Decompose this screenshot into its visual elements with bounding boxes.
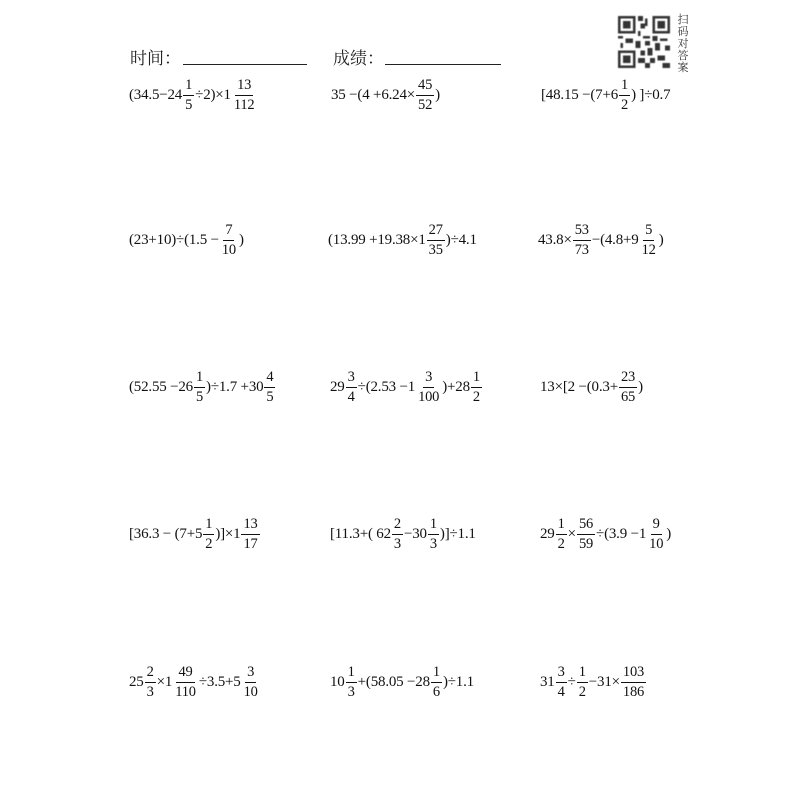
fraction-numerator: 1 (471, 370, 482, 388)
fraction-denominator: 2 (472, 388, 480, 405)
fraction-numerator: 1 (431, 665, 442, 683)
expression-text: ) (435, 86, 440, 103)
fraction-numerator: 13 (235, 78, 253, 96)
fraction-numerator: 2 (392, 517, 403, 535)
problem-5 (328, 223, 477, 257)
fraction-numerator: 1 (183, 78, 194, 96)
expression-text: 29 (540, 525, 555, 542)
fraction (647, 517, 665, 551)
fraction-numerator: 49 (176, 665, 194, 683)
fraction-denominator: 12 (641, 241, 656, 258)
problem-14 (330, 665, 474, 699)
fraction (640, 223, 658, 257)
fraction-denominator: 100 (418, 388, 440, 405)
fraction-numerator: 23 (619, 370, 637, 388)
problem-3 (541, 78, 670, 112)
fraction (346, 665, 357, 699)
fraction (556, 517, 567, 551)
expression-text: (13.99 +19.38×1 (328, 231, 426, 248)
fraction-denominator: 112 (233, 96, 255, 113)
expression-text: ) ]÷0.7 (631, 86, 671, 103)
fraction-denominator: 3 (393, 535, 401, 552)
fraction (471, 370, 482, 404)
expression-text: )÷4.1 (445, 231, 477, 248)
fraction-denominator: 6 (432, 683, 440, 700)
expression-text: (34.5−24 (129, 86, 183, 103)
fraction-numerator: 27 (427, 223, 445, 241)
expression-text: ) (238, 231, 244, 248)
fraction-numerator: 1 (619, 78, 630, 96)
fraction-numerator: 45 (416, 78, 434, 96)
expression-text: 10 (330, 673, 345, 690)
fraction-denominator: 2 (205, 535, 213, 552)
fraction-numerator: 1 (428, 517, 439, 535)
fraction-denominator: 2 (578, 683, 586, 700)
fraction-denominator: 4 (557, 683, 565, 700)
expression-text: 43.8× (538, 231, 572, 248)
fraction-numerator: 9 (651, 517, 662, 535)
expression-text: ÷(2.53 −1 (357, 378, 416, 395)
fraction (416, 370, 441, 404)
fraction-denominator: 5 (195, 388, 204, 405)
expression-text: −31× (588, 673, 620, 690)
expression-text: 13×[2 −(0.3+ (540, 378, 618, 395)
expression-text: +(58.05 −28 (357, 673, 430, 690)
fraction-numerator: 1 (556, 517, 567, 535)
expression-text: × (567, 525, 576, 542)
expression-text: −(4.8+9 (591, 231, 639, 248)
expression-text: 25 (129, 673, 144, 690)
fraction-denominator: 73 (574, 241, 589, 258)
problem-10 (129, 517, 261, 551)
fraction-denominator: 186 (622, 683, 645, 700)
fraction-denominator: 110 (175, 683, 196, 700)
problem-6 (538, 223, 664, 257)
fraction-denominator: 10 (243, 683, 258, 700)
fraction-numerator: 7 (223, 223, 234, 241)
problem-2 (331, 78, 440, 112)
fraction-denominator: 5 (266, 388, 274, 405)
fraction (427, 223, 445, 257)
problem-15 (540, 665, 647, 699)
problem-1 (129, 78, 257, 112)
expression-text: )]×1 (215, 525, 241, 542)
fraction (556, 665, 567, 699)
fraction-denominator: 17 (243, 535, 258, 552)
expression-text: ×1 (156, 673, 173, 690)
problem-11 (330, 517, 476, 551)
fraction (428, 517, 439, 551)
expression-text: [48.15 −(7+6 (541, 86, 619, 103)
fraction (431, 665, 442, 699)
fraction-numerator: 2 (145, 665, 156, 683)
fraction-denominator: 65 (620, 388, 636, 405)
expression-text: ) (666, 525, 672, 542)
fraction-numerator: 1 (346, 665, 357, 683)
fraction-numerator: 1 (194, 370, 205, 388)
fraction (577, 517, 595, 551)
fraction (194, 370, 205, 404)
problem-7 (129, 370, 276, 404)
expression-text: [36.3 − (7+5 (129, 525, 203, 542)
fraction-denominator: 52 (418, 96, 433, 113)
expression-text: (52.55 −26 (129, 378, 193, 395)
fraction-denominator: 2 (557, 535, 565, 552)
expression-text: )]÷1.1 (439, 525, 476, 542)
expression-text: )÷1.7 +30 (206, 378, 264, 395)
expression-text: )÷1.1 (442, 673, 474, 690)
fraction (577, 665, 588, 699)
fraction (242, 665, 260, 699)
fraction-numerator: 1 (203, 517, 214, 535)
fraction-numerator: 13 (241, 517, 259, 535)
expression-text: ) (638, 378, 643, 395)
problem-4 (129, 223, 244, 257)
fraction-denominator: 2 (621, 96, 629, 113)
fraction-denominator: 4 (347, 388, 355, 405)
fraction (573, 223, 591, 257)
expression-text: ÷(3.9 −1 (596, 525, 647, 542)
fraction-denominator: 10 (221, 241, 236, 258)
expression-text: ÷2)×1 (195, 86, 231, 103)
fraction-denominator: 10 (649, 535, 664, 552)
time-answer-line (183, 64, 307, 65)
fraction-numerator: 103 (621, 665, 646, 683)
score-answer-line (385, 64, 501, 65)
fraction (346, 370, 357, 404)
expression-text: ÷3.5+5 (198, 673, 241, 690)
fraction (183, 78, 194, 112)
fraction-numerator: 53 (573, 223, 591, 241)
fraction-numerator: 4 (264, 370, 275, 388)
fraction (621, 665, 646, 699)
fraction-numerator: 3 (423, 370, 434, 388)
time-label: 时间： (130, 49, 181, 69)
fraction-denominator: 35 (428, 241, 443, 258)
qr-caption: 扫 码 对 答 案 (677, 13, 689, 74)
fraction-numerator: 3 (556, 665, 567, 683)
fraction-denominator: 3 (146, 683, 154, 700)
fraction (392, 517, 403, 551)
problem-9 (540, 370, 643, 404)
fraction (241, 517, 259, 551)
fraction (232, 78, 257, 112)
fraction (416, 78, 434, 112)
problem-12 (540, 517, 671, 551)
score-label: 成绩： (333, 49, 384, 69)
expression-text: [11.3+( 62 (330, 525, 391, 542)
fraction-numerator: 5 (643, 223, 654, 241)
fraction-numerator: 3 (245, 665, 256, 683)
expression-text: 29 (330, 378, 345, 395)
fraction (173, 665, 198, 699)
expression-text: )+28 (442, 378, 470, 395)
problem-13 (129, 665, 261, 699)
qr-code-icon[interactable] (618, 16, 670, 68)
fraction-numerator: 1 (577, 665, 588, 683)
expression-text: ÷ (567, 673, 576, 690)
fraction (619, 370, 637, 404)
fraction (619, 78, 630, 112)
expression-text: −30 (403, 525, 427, 542)
fraction-denominator: 3 (429, 535, 437, 552)
fraction-denominator: 59 (578, 535, 594, 552)
fraction-numerator: 3 (346, 370, 357, 388)
fraction-denominator: 5 (185, 96, 193, 113)
fraction (203, 517, 214, 551)
expression-text: 31 (540, 673, 555, 690)
fraction-numerator: 56 (577, 517, 595, 535)
fraction (220, 223, 238, 257)
problem-8 (330, 370, 483, 404)
fraction (264, 370, 275, 404)
expression-text: (23+10)÷(1.5 − (129, 231, 219, 248)
fraction (145, 665, 156, 699)
expression-text: 35 −(4 +6.24× (331, 86, 416, 103)
expression-text: ) (658, 231, 664, 248)
fraction-denominator: 3 (347, 683, 355, 700)
